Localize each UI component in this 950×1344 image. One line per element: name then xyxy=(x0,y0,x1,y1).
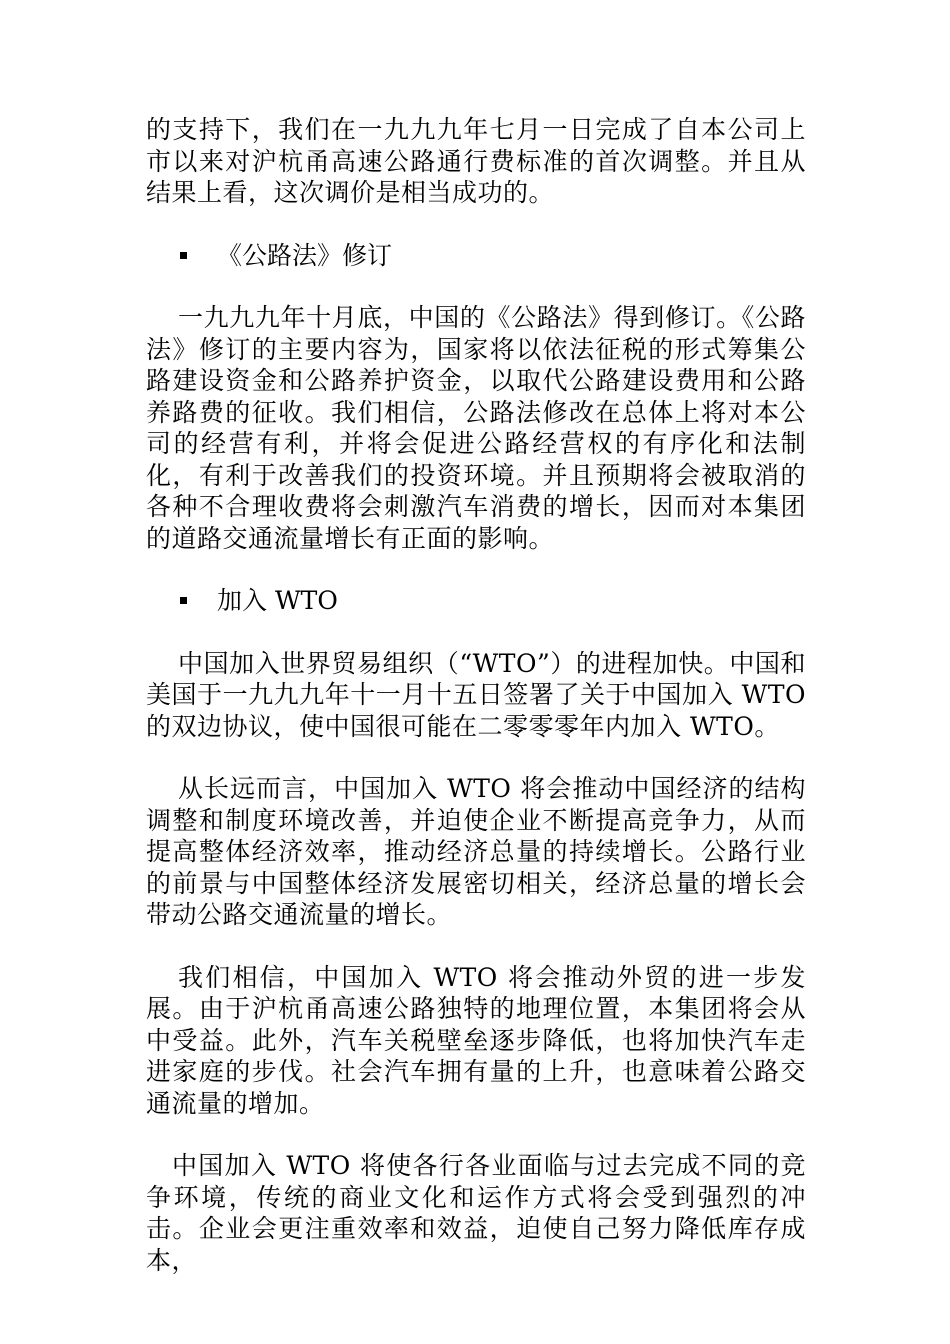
document-page xyxy=(146,114,806,1276)
paragraph-toll-adjustment: 的支持下，我们在一九九九年七月一日完成了自本公司上市以来对沪杭甬高速公路通行费标准的首次调整。并且从结果上看，这次调价是相当成功的。 xyxy=(146,115,806,207)
bullet-highway-law-label: 《公路法》修订 xyxy=(217,240,393,270)
bullet-wto xyxy=(146,585,806,617)
paragraph-wto-long-term: 从长远而言，中国加入 WTO 将会推动中国经济的结构调整和制度环境改善，并迫使企业不断提高竞争力，从而提高整体经济效率，推动经济总量的持续增长。公路行业的前景与中国整体经济发展密切相关，经济总量的增长会带动公路交通流量的增长。 xyxy=(146,774,806,929)
bullet-wto-label: 加入 WTO xyxy=(217,586,338,615)
bullet-highway-law xyxy=(146,240,806,272)
paragraph-wto-trade: 我们相信，中国加入 WTO 将会推动外贸的进一步发展。由于沪杭甬高速公路独特的地理位置，本集团将会从中受益。此外，汽车关税壁垒逐步降低，也将加快汽车走进家庭的步伐。社会汽车拥有量的上升，也意味着公路交通流量的增加。 xyxy=(146,962,806,1118)
square-bullet-icon xyxy=(180,252,187,259)
paragraph-highway-law: 一九九九年十月底，中国的《公路法》得到修订。《公路法》修订的主要内容为，国家将以依法征税的形式筹集公路建设资金和公路养护资金，以取代公路建设费用和公路养路费的征收。我们相信，公路法修改在总体上将对本公司的经营有利，并将会促进公路经营权的有序化和法制化，有利于改善我们的投资环境。并且预期将会被取消的各种不合理收费将会刺激汽车消费的增长，因而对本集团的道路交通流量增长有正面的影响。 xyxy=(146,303,806,553)
paragraph-wto-progress: 中国加入世界贸易组织（“WTO”）的进程加快。中国和美国于一九九九年十一月十五日签署了关于中国加入 WTO 的双边协议，使中国很可能在二零零零年内加入 WTO。 xyxy=(146,648,806,741)
paragraph-wto-competition: 中国加入 WTO 将使各行各业面临与过去完成不同的竞争环境，传统的商业文化和运作方式将会受到强烈的冲击。企业会更注重效率和效益，迫使自己努力降低库存成本， xyxy=(146,1151,806,1275)
square-bullet-icon xyxy=(180,597,187,604)
